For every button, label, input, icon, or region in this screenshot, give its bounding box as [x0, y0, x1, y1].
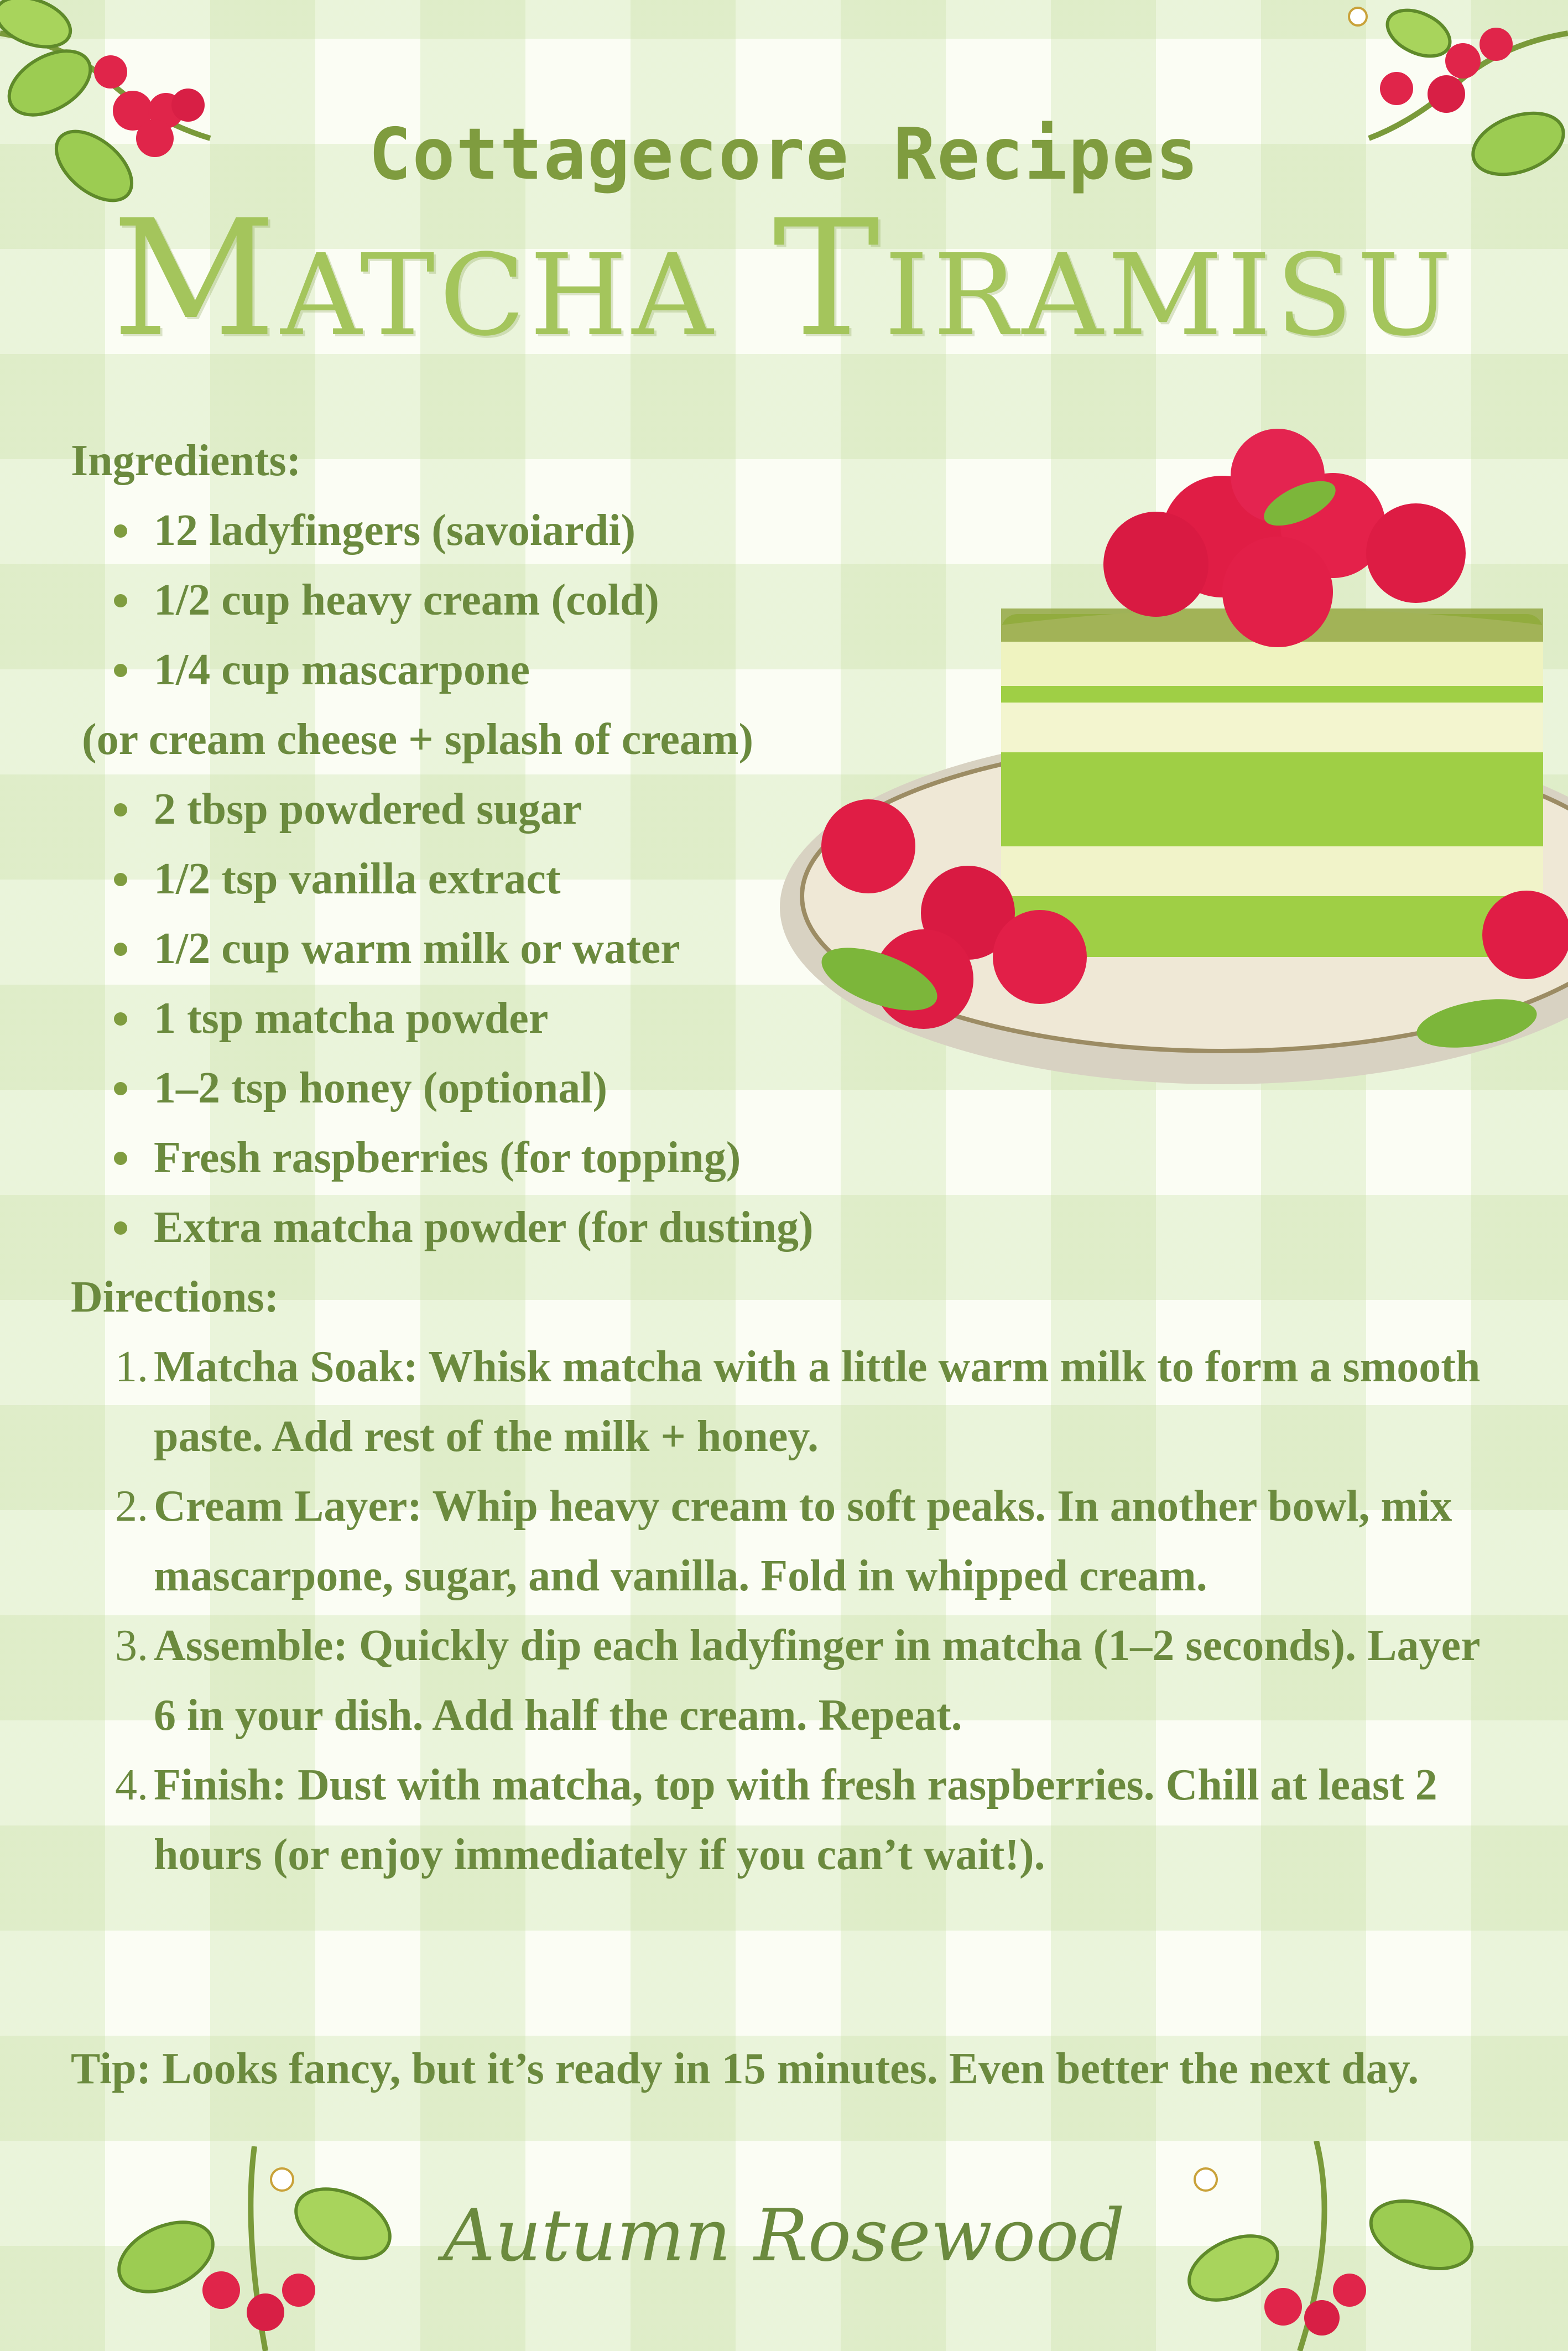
step-number: 4.: [115, 1761, 148, 1809]
author-signature: Autumn Rosewood: [443, 2193, 1125, 2277]
directions-heading: Directions:: [71, 1273, 279, 1322]
recipe-body: [71, 426, 1498, 1890]
ingredients-list: [71, 496, 1498, 1262]
bullet-icon: [114, 873, 127, 886]
ingredient-item: 1/2 tsp vanilla extract: [71, 844, 1498, 914]
bullet-icon: [114, 664, 127, 677]
step-number: 1.: [115, 1343, 148, 1391]
ingredient-item: Fresh raspberries (for topping): [71, 1123, 1498, 1193]
bullet-icon: [114, 1012, 127, 1026]
ingredient-item: Extra matcha powder (for dusting): [71, 1193, 1498, 1262]
tip-text: Tip: Looks fancy, but it’s ready in 15 minutes. Even better the next day.: [71, 2045, 1419, 2093]
ingredient-item: 12 ladyfingers (savoiardi): [71, 496, 1498, 565]
direction-step: [71, 1471, 1498, 1611]
bullet-icon: [114, 594, 127, 607]
step-text: Cream Layer: Whip heavy cream to soft peaks. In another bowl, mix mascarpone, sugar, and vanilla. Fold in whipped cream.: [154, 1482, 1452, 1600]
ingredient-item: 1/4 cup mascarpone: [71, 635, 1498, 705]
ingredients-heading: Ingredients:: [71, 436, 301, 485]
ingredient-item: 1/2 cup heavy cream (cold): [71, 565, 1498, 635]
ingredient-note: (or cream cheese + splash of cream): [82, 715, 754, 764]
direction-step: [71, 1750, 1498, 1890]
ingredient-item: 1/2 cup warm milk or water: [71, 914, 1498, 984]
step-number: 2.: [115, 1482, 148, 1531]
brand-subtitle: Cottagecore Recipes: [368, 113, 1200, 196]
bullet-icon: [114, 803, 127, 816]
step-text: Matcha Soak: Whisk matcha with a little warm milk to form a smooth paste. Add rest of the milk + honey.: [154, 1343, 1481, 1461]
directions-list: [71, 1332, 1498, 1890]
bullet-icon: [114, 1082, 127, 1095]
ingredient-item: 1 tsp matcha powder: [71, 984, 1498, 1053]
ingredient-item: 2 tbsp powdered sugar: [71, 774, 1498, 844]
bullet-icon: [114, 943, 127, 956]
step-text: Finish: Dust with matcha, top with fresh raspberries. Chill at least 2 hours (or enjoy immediately if you can’t wait!).: [154, 1761, 1437, 1879]
direction-step: [71, 1611, 1498, 1750]
page-title: Matcha Tiramisu: [112, 186, 1456, 372]
bullet-icon: [114, 1152, 127, 1165]
step-text: Assemble: Quickly dip each ladyfinger in matcha (1–2 seconds). Layer 6 in your dish. Add half the cream. Repeat.: [154, 1621, 1480, 1740]
step-number: 3.: [115, 1621, 148, 1670]
ingredient-item: 1–2 tsp honey (optional): [71, 1053, 1498, 1123]
direction-step: [71, 1332, 1498, 1471]
bullet-icon: [114, 1221, 127, 1235]
bullet-icon: [114, 524, 127, 538]
